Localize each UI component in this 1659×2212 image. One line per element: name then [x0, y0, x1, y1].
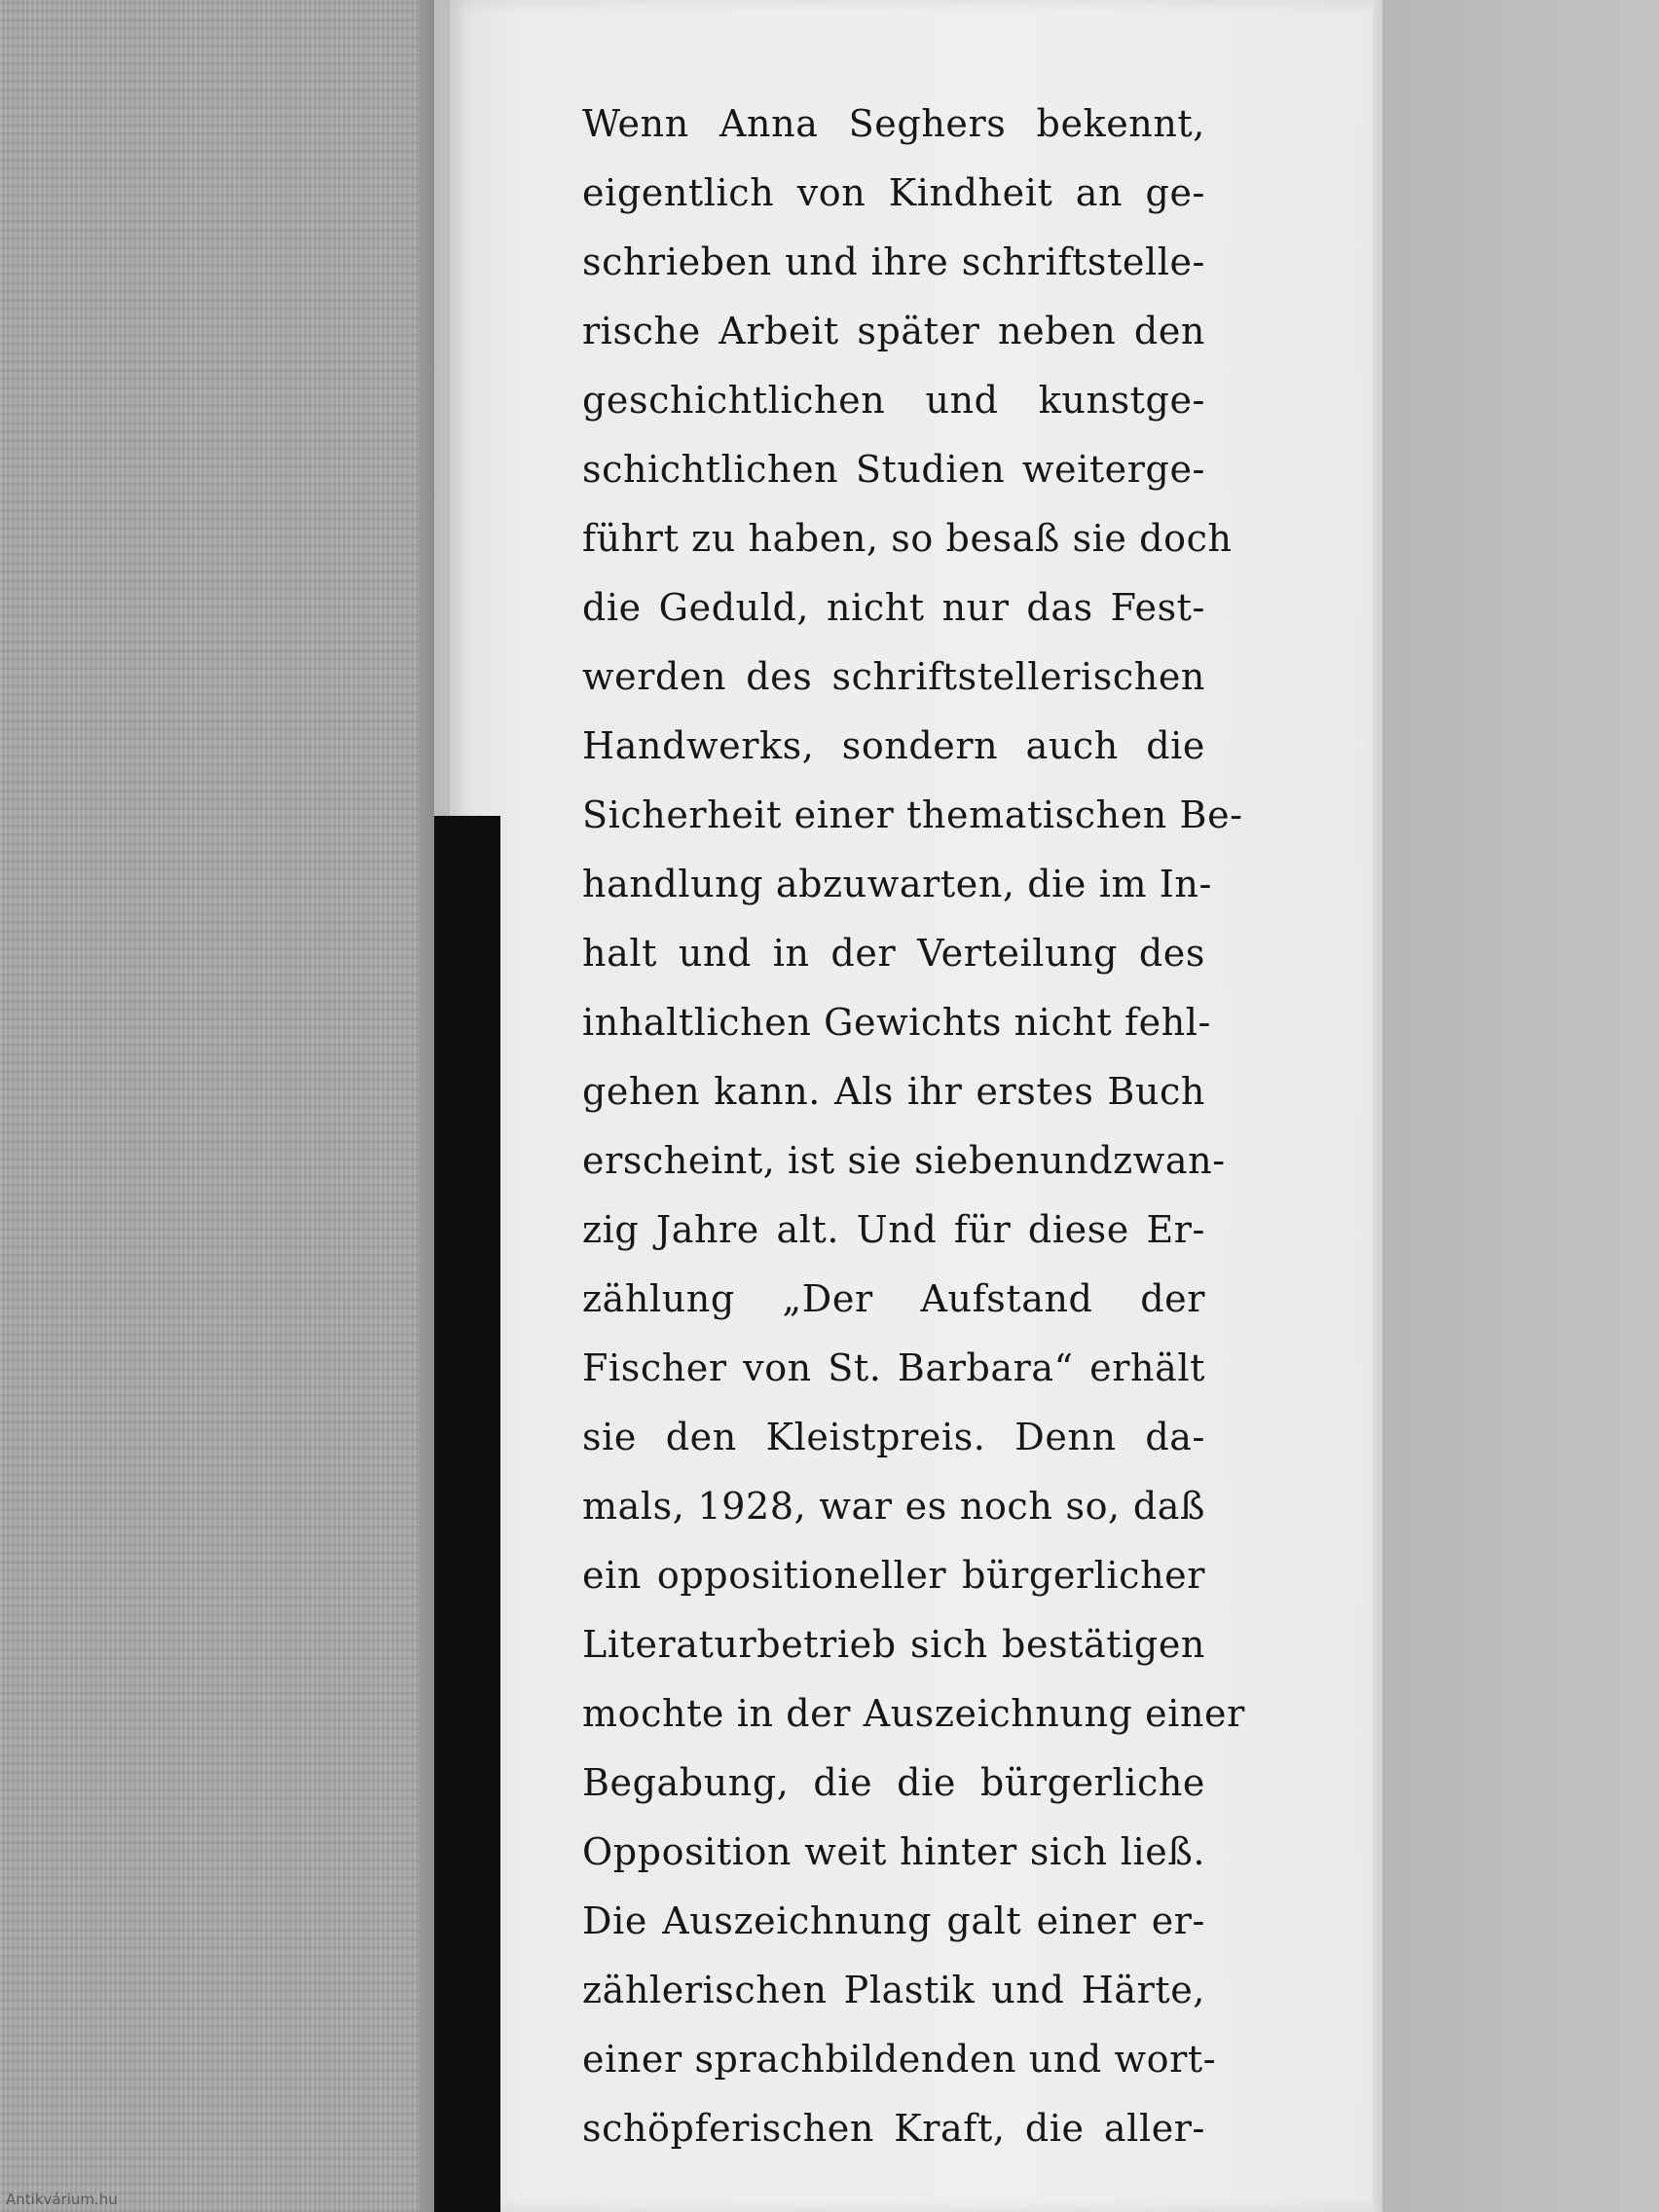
text-line: zählerischen Plastik und Härte, — [582, 1969, 1205, 2011]
text-line: schichtlichen Studien weiterge- — [582, 448, 1205, 491]
text-line: sie den Kleistpreis. Denn da- — [582, 1416, 1205, 1458]
text-line: gehen kann. Als ihr erstes Buch — [582, 1070, 1205, 1113]
text-line: Fischer von St. Barbara“ erhält — [582, 1346, 1205, 1389]
text-line: geschichtlichen und kunstge- — [582, 379, 1205, 422]
text-line: Opposition weit hinter sich ließ. — [582, 1830, 1205, 1873]
watermark: Antikvárium.hu — [6, 2191, 118, 2208]
text-line: mochte in der Auszeichnung einer — [582, 1692, 1245, 1735]
text-line: zählung „Der Aufstand der — [582, 1277, 1205, 1320]
text-line: schrieben und ihre schriftstelle- — [582, 240, 1205, 283]
text-line: Wenn Anna Seghers bekennt, — [582, 102, 1205, 145]
text-line: inhaltlichen Gewichts nicht fehl- — [582, 1001, 1211, 1044]
text-line: eigentlich von Kindheit an ge- — [582, 171, 1205, 214]
text-line: schöpferischen Kraft, die aller- — [582, 2107, 1205, 2150]
left-gray-board — [0, 0, 434, 2212]
text-line: Begabung, die die bürgerliche — [582, 1761, 1205, 1804]
text-line: die Geduld, nicht nur das Fest- — [582, 586, 1205, 629]
text-column — [582, 90, 1245, 2163]
text-line: Die Auszeichnung galt einer er- — [582, 1899, 1205, 1942]
text-line: ein oppositioneller bürgerlicher — [582, 1554, 1205, 1597]
text-line: mals, 1928, war es noch so, daß — [582, 1485, 1205, 1528]
page-right-edge — [1373, 0, 1382, 2212]
text-line: erscheint, ist sie siebenundzwan- — [582, 1139, 1226, 1182]
text-line: halt und in der Verteilung des — [582, 932, 1205, 975]
text-line: rische Arbeit später neben den — [582, 310, 1205, 352]
text-line: Literaturbetrieb sich bestätigen — [582, 1623, 1205, 1666]
text-line: handlung abzuwarten, die im In- — [582, 863, 1212, 905]
text-line: werden des schriftstellerischen — [582, 655, 1205, 698]
text-line: zig Jahre alt. Und für diese Er- — [582, 1208, 1205, 1251]
text-line: einer sprachbildenden und wort- — [582, 2038, 1217, 2081]
text-line: Sicherheit einer thematischen Be- — [582, 793, 1243, 836]
left-board-edge — [419, 0, 434, 2212]
text-line: führt zu haben, so besaß sie doch — [582, 517, 1233, 560]
right-background — [1381, 0, 1659, 2212]
dark-spine-strip — [434, 816, 500, 2212]
text-line: Handwerks, sondern auch die — [582, 724, 1205, 767]
